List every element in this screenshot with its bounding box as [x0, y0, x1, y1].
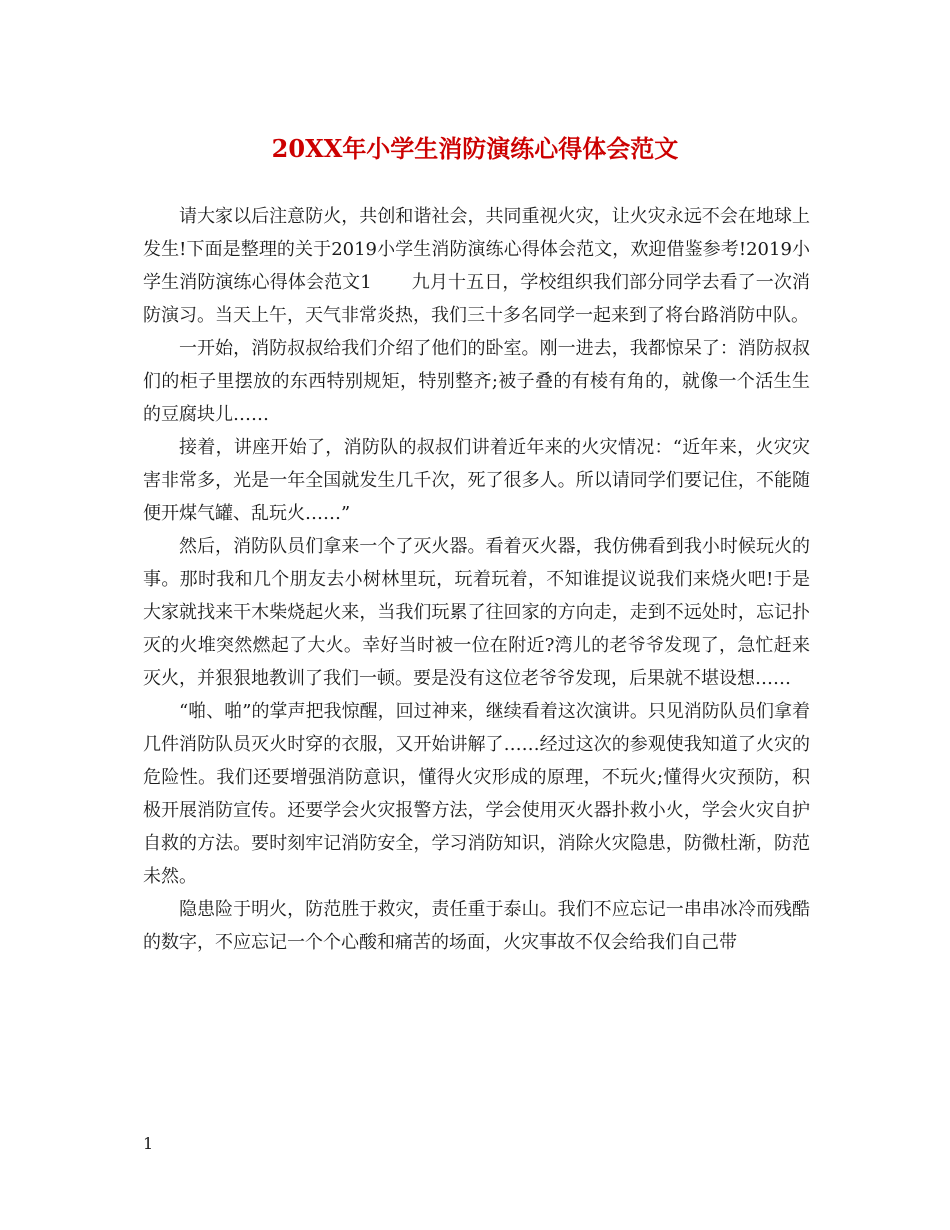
body-paragraph: 隐患险于明火，防范胜于救灾，责任重于泰山。我们不应忘记一串串冰冷而残酷的数字，不应忘记一个个心酸和痛苦的场面，火灾事故不仅会给我们自己带 [143, 899, 810, 953]
intro-paragraph [143, 200, 810, 332]
body-paragraph: “啪、啪”的掌声把我惊醒，回过神来，继续看着这次演讲。只见消防队员们拿着几件消防队员灭火时穿的衣服，又开始讲解了……经过这次的参观使我知道了火灾的危险性。我们还要增强消防意识，懂得火灾形成的原理，不玩火;懂得火灾预防，积极开展消防宣传。还要学会火灾报警方法，学会使用灭火器扑救小火，学会火灾自护自救的方法。要时刻牢记消防安全，学习消防知识，消除火灾隐患，防微杜渐，防范未然。 [143, 701, 810, 887]
document-body [143, 200, 810, 959]
body-paragraph: 接着，讲座开始了，消防队的叔叔们讲着近年来的火灾情况：“近年来，火灾灾害非常多，光是一年全国就发生几千次，死了很多人。所以请同学们要记住，不能随便开煤气罐、乱玩火……” [143, 437, 810, 524]
page-number: 1 [143, 1134, 154, 1153]
body-paragraph: 然后，消防队员们拿来一个了灭火器。看着灭火器，我仿佛看到我小时候玩火的事。那时我和几个朋友去小树林里玩，玩着玩着，不知谁提议说我们来烧火吧!于是大家就找来干木柴烧起火来，当我们玩累了往回家的方向走，走到不远处时，忘记扑灭的火堆突然燃起了大火。幸好当时被一位在附近?湾儿的老爷爷发现了，急忙赶来灭火，并狠狠地教训了我们一顿。要是没有这位老爷爷发现，后果就不堪设想…… [143, 536, 810, 689]
body-paragraph: 一开始，消防叔叔给我们介绍了他们的卧室。刚一进去，我都惊呆了：消防叔叔们的柜子里摆放的东西特别规矩，特别整齐;被子叠的有棱有角的，就像一个活生生的豆腐块儿…… [143, 338, 810, 425]
document-title: 20XX年小学生消防演练心得体会范文 [271, 134, 679, 163]
intro-text-a: 请大家以后注意防火，共创和谐社会，共同重视火灾，让火灾永远不会在地球上发生!下面是整理的关于2019小学生消防演练心得体会范文，欢迎借鉴参考!2019小学生消防演练心得体会范文1 [143, 206, 810, 293]
intro-text-b: 九月十五日，学校组织我们部分同学去看了一次消防演习。当天上午，天气非常炎热，我们三十多名同学一起来到了将台路消防中队。 [143, 272, 810, 326]
